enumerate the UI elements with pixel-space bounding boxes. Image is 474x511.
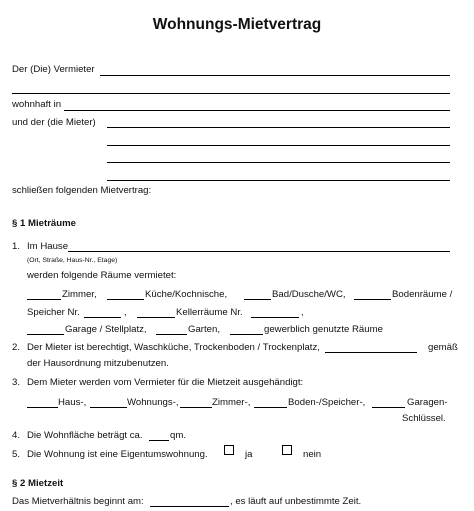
cellar-number-field[interactable] (251, 317, 299, 318)
item3-number: 3. (12, 377, 21, 388)
item2-text: Der Mieter ist berechtigt, Waschküche, Trockenboden / Trockenplatz, (27, 342, 320, 353)
commercial-field[interactable] (230, 334, 263, 335)
item1-label: Im Hause (27, 241, 69, 252)
garden-label: Garten, (188, 324, 220, 335)
item1-number: 1. (12, 241, 21, 252)
room-keys-field[interactable] (180, 407, 212, 408)
start-date-field[interactable] (150, 506, 229, 507)
tenant-field[interactable] (107, 127, 450, 128)
landlord-field-line-2[interactable] (12, 93, 450, 94)
garage-count-field[interactable] (27, 334, 64, 335)
house-address-field[interactable] (68, 251, 450, 252)
residing-field[interactable] (64, 110, 450, 111)
rooms-intro: werden folgende Räume vermietet: (27, 270, 177, 281)
item2-tail: gemäß (428, 342, 458, 353)
bath-label: Bad/Dusche/WC, (272, 289, 346, 300)
section2-text-end: , es läuft auf unbestimmte Zeit. (230, 496, 362, 507)
cellar-count-field[interactable] (137, 317, 175, 318)
no-checkbox[interactable] (282, 445, 292, 455)
tenant-label: und der (die Mieter) (12, 117, 96, 128)
shared-rooms-field[interactable] (325, 352, 417, 353)
apartment-keys-label: Wohnungs-, (127, 397, 179, 408)
garage-keys-field[interactable] (372, 407, 405, 408)
document-title: Wohnungs-Mietvertrag (152, 16, 322, 33)
conclude-text: schließen folgenden Mietvertrag: (12, 185, 152, 196)
landlord-field[interactable] (100, 75, 450, 76)
storage-number-field[interactable] (84, 317, 121, 318)
tenant-field-line-3[interactable] (107, 162, 450, 163)
item5-number: 5. (12, 449, 21, 460)
apartment-keys-field[interactable] (90, 407, 127, 408)
room-keys-label: Zimmer-, (212, 397, 251, 408)
address-hint: (Ort, Straße, Haus-Nr., Etage) (27, 257, 118, 264)
item2-continuation: der Hausordnung mitzubenutzen. (27, 358, 169, 369)
no-label: nein (303, 449, 322, 460)
item3-text: Dem Mieter werden vom Vermieter für die Mietzeit ausgehändigt: (27, 377, 304, 388)
item5-text: Die Wohnung ist eine Eigentumswohnung. (27, 449, 208, 460)
section2-text-start: Das Mietverhältnis beginnt am: (12, 496, 144, 507)
house-keys-field[interactable] (27, 407, 58, 408)
living-area-field[interactable] (149, 440, 169, 441)
section2-heading: § 2 Mietzeit (12, 478, 64, 489)
item4-number: 4. (12, 430, 21, 441)
yes-checkbox[interactable] (224, 445, 234, 455)
bath-count-field[interactable] (244, 299, 271, 300)
item2-number: 2. (12, 342, 21, 353)
attic-keys-field[interactable] (254, 407, 287, 408)
keys-tail: Schlüssel. (402, 413, 446, 424)
tenant-field-line-4[interactable] (107, 180, 450, 181)
section1-heading: § 1 Mieträume (12, 218, 76, 229)
area-unit: qm. (170, 430, 186, 441)
item4-text: Die Wohnfläche beträgt ca. (27, 430, 143, 441)
kitchen-count-field[interactable] (107, 299, 144, 300)
house-keys-label: Haus-, (58, 397, 87, 408)
cellar-comma: , (301, 307, 304, 318)
residing-label: wohnhaft in (12, 99, 62, 110)
attic-count-field[interactable] (354, 299, 391, 300)
yes-label: ja (245, 449, 253, 460)
landlord-label: Der (Die) Vermieter (12, 64, 95, 75)
attic-keys-label: Boden-/Speicher-, (288, 397, 366, 408)
garage-label: Garage / Stellplatz, (65, 324, 147, 335)
cellar-label: Kellerräume Nr. (176, 307, 243, 318)
garden-field[interactable] (156, 334, 187, 335)
attic-label: Bodenräume / (392, 289, 453, 300)
garage-keys-label: Garagen- (407, 397, 448, 408)
rooms-label: Zimmer, (62, 289, 97, 300)
commercial-label: gewerblich genutzte Räume (264, 324, 383, 335)
rooms-count-field[interactable] (27, 299, 61, 300)
storage-comma: , (124, 307, 127, 318)
kitchen-label: Küche/Kochnische, (145, 289, 228, 300)
storage-label: Speicher Nr. (27, 307, 80, 318)
tenant-field-line-2[interactable] (107, 145, 450, 146)
